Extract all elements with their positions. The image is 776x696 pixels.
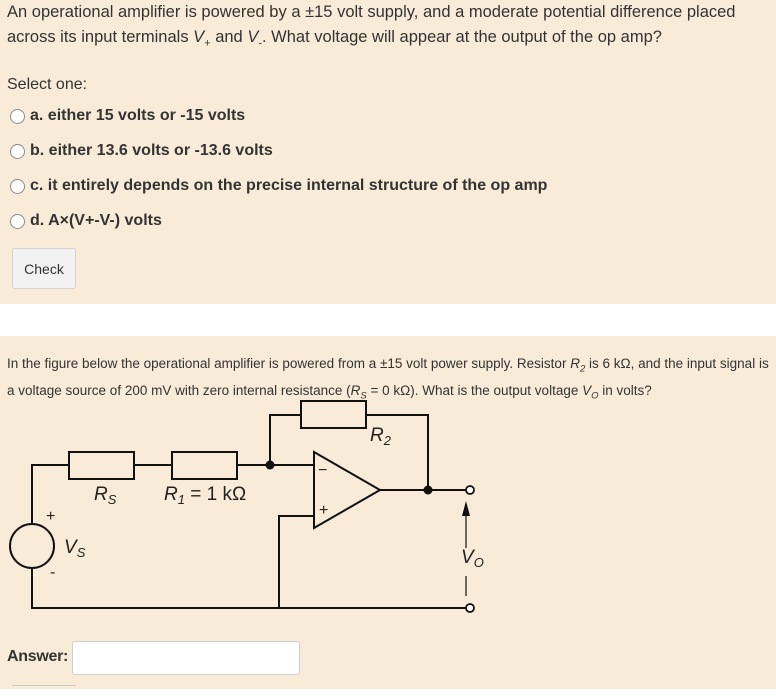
opamp-noninverting-sign: + xyxy=(319,502,329,519)
option-b-label: b. either 13.6 volts or -13.6 volts xyxy=(30,142,273,159)
rs-label: $R_S$ xyxy=(94,484,117,507)
resistor-rs xyxy=(69,452,134,479)
option-d[interactable] xyxy=(10,209,162,233)
option-d-label: d. A×(V+-V-) volts xyxy=(30,212,162,229)
option-c-label: c. it entirely depends on the precise internal structure of the op amp xyxy=(30,177,548,194)
voltage-source xyxy=(10,524,54,568)
circuit-diagram xyxy=(0,395,776,620)
resistor-r1 xyxy=(172,452,237,479)
radio-option-c[interactable] xyxy=(10,179,25,194)
resistor-r2 xyxy=(301,401,366,428)
output-terminal-top xyxy=(466,486,474,494)
question-1-text: An operational amplifier is powered by a ±15 volt supply, and a moderate potential difference placed across its input terminals $V_+$ and $V_-$. What voltage will appear at the output of the op amp? xyxy=(7,3,736,50)
vs-label: $V_S$ xyxy=(64,537,86,560)
output-terminal-bottom xyxy=(466,604,474,612)
check-button[interactable]: Check xyxy=(12,248,76,289)
r2-label: $R_2$ xyxy=(370,425,391,448)
source-plus-sign: + xyxy=(46,508,56,525)
answer-input[interactable] xyxy=(72,641,300,675)
r1-label: $R_1 = 1$ kΩ xyxy=(164,484,247,507)
radio-option-a[interactable] xyxy=(10,109,25,124)
vo-arrow-icon xyxy=(462,501,470,516)
next-button-partial[interactable] xyxy=(12,685,76,696)
vo-label: $V_O$ xyxy=(461,547,484,570)
question-2-text: In the figure below the operational amplifier is powered from a ±15 volt power supply. Resistor $R_2$ is 6 kΩ, and the input signal is a voltage source of 200 mV with zero internal resistance ($R_S = 0$ kΩ). What is the output voltage $V_O$ in volts? xyxy=(7,356,769,402)
radio-option-d[interactable] xyxy=(10,214,25,229)
opamp-inverting-sign: − xyxy=(318,462,328,479)
radio-option-b[interactable] xyxy=(10,144,25,159)
select-one-label: Select one: xyxy=(7,76,88,93)
option-b[interactable] xyxy=(10,139,273,163)
option-a[interactable] xyxy=(10,104,245,128)
junction-node-output xyxy=(424,486,433,495)
option-a-label: a. either 15 volts or -15 volts xyxy=(30,107,246,124)
source-minus-sign: - xyxy=(50,564,56,581)
answer-label: Answer: xyxy=(7,648,69,665)
option-c[interactable] xyxy=(10,174,547,198)
junction-node-inverting xyxy=(266,461,275,470)
